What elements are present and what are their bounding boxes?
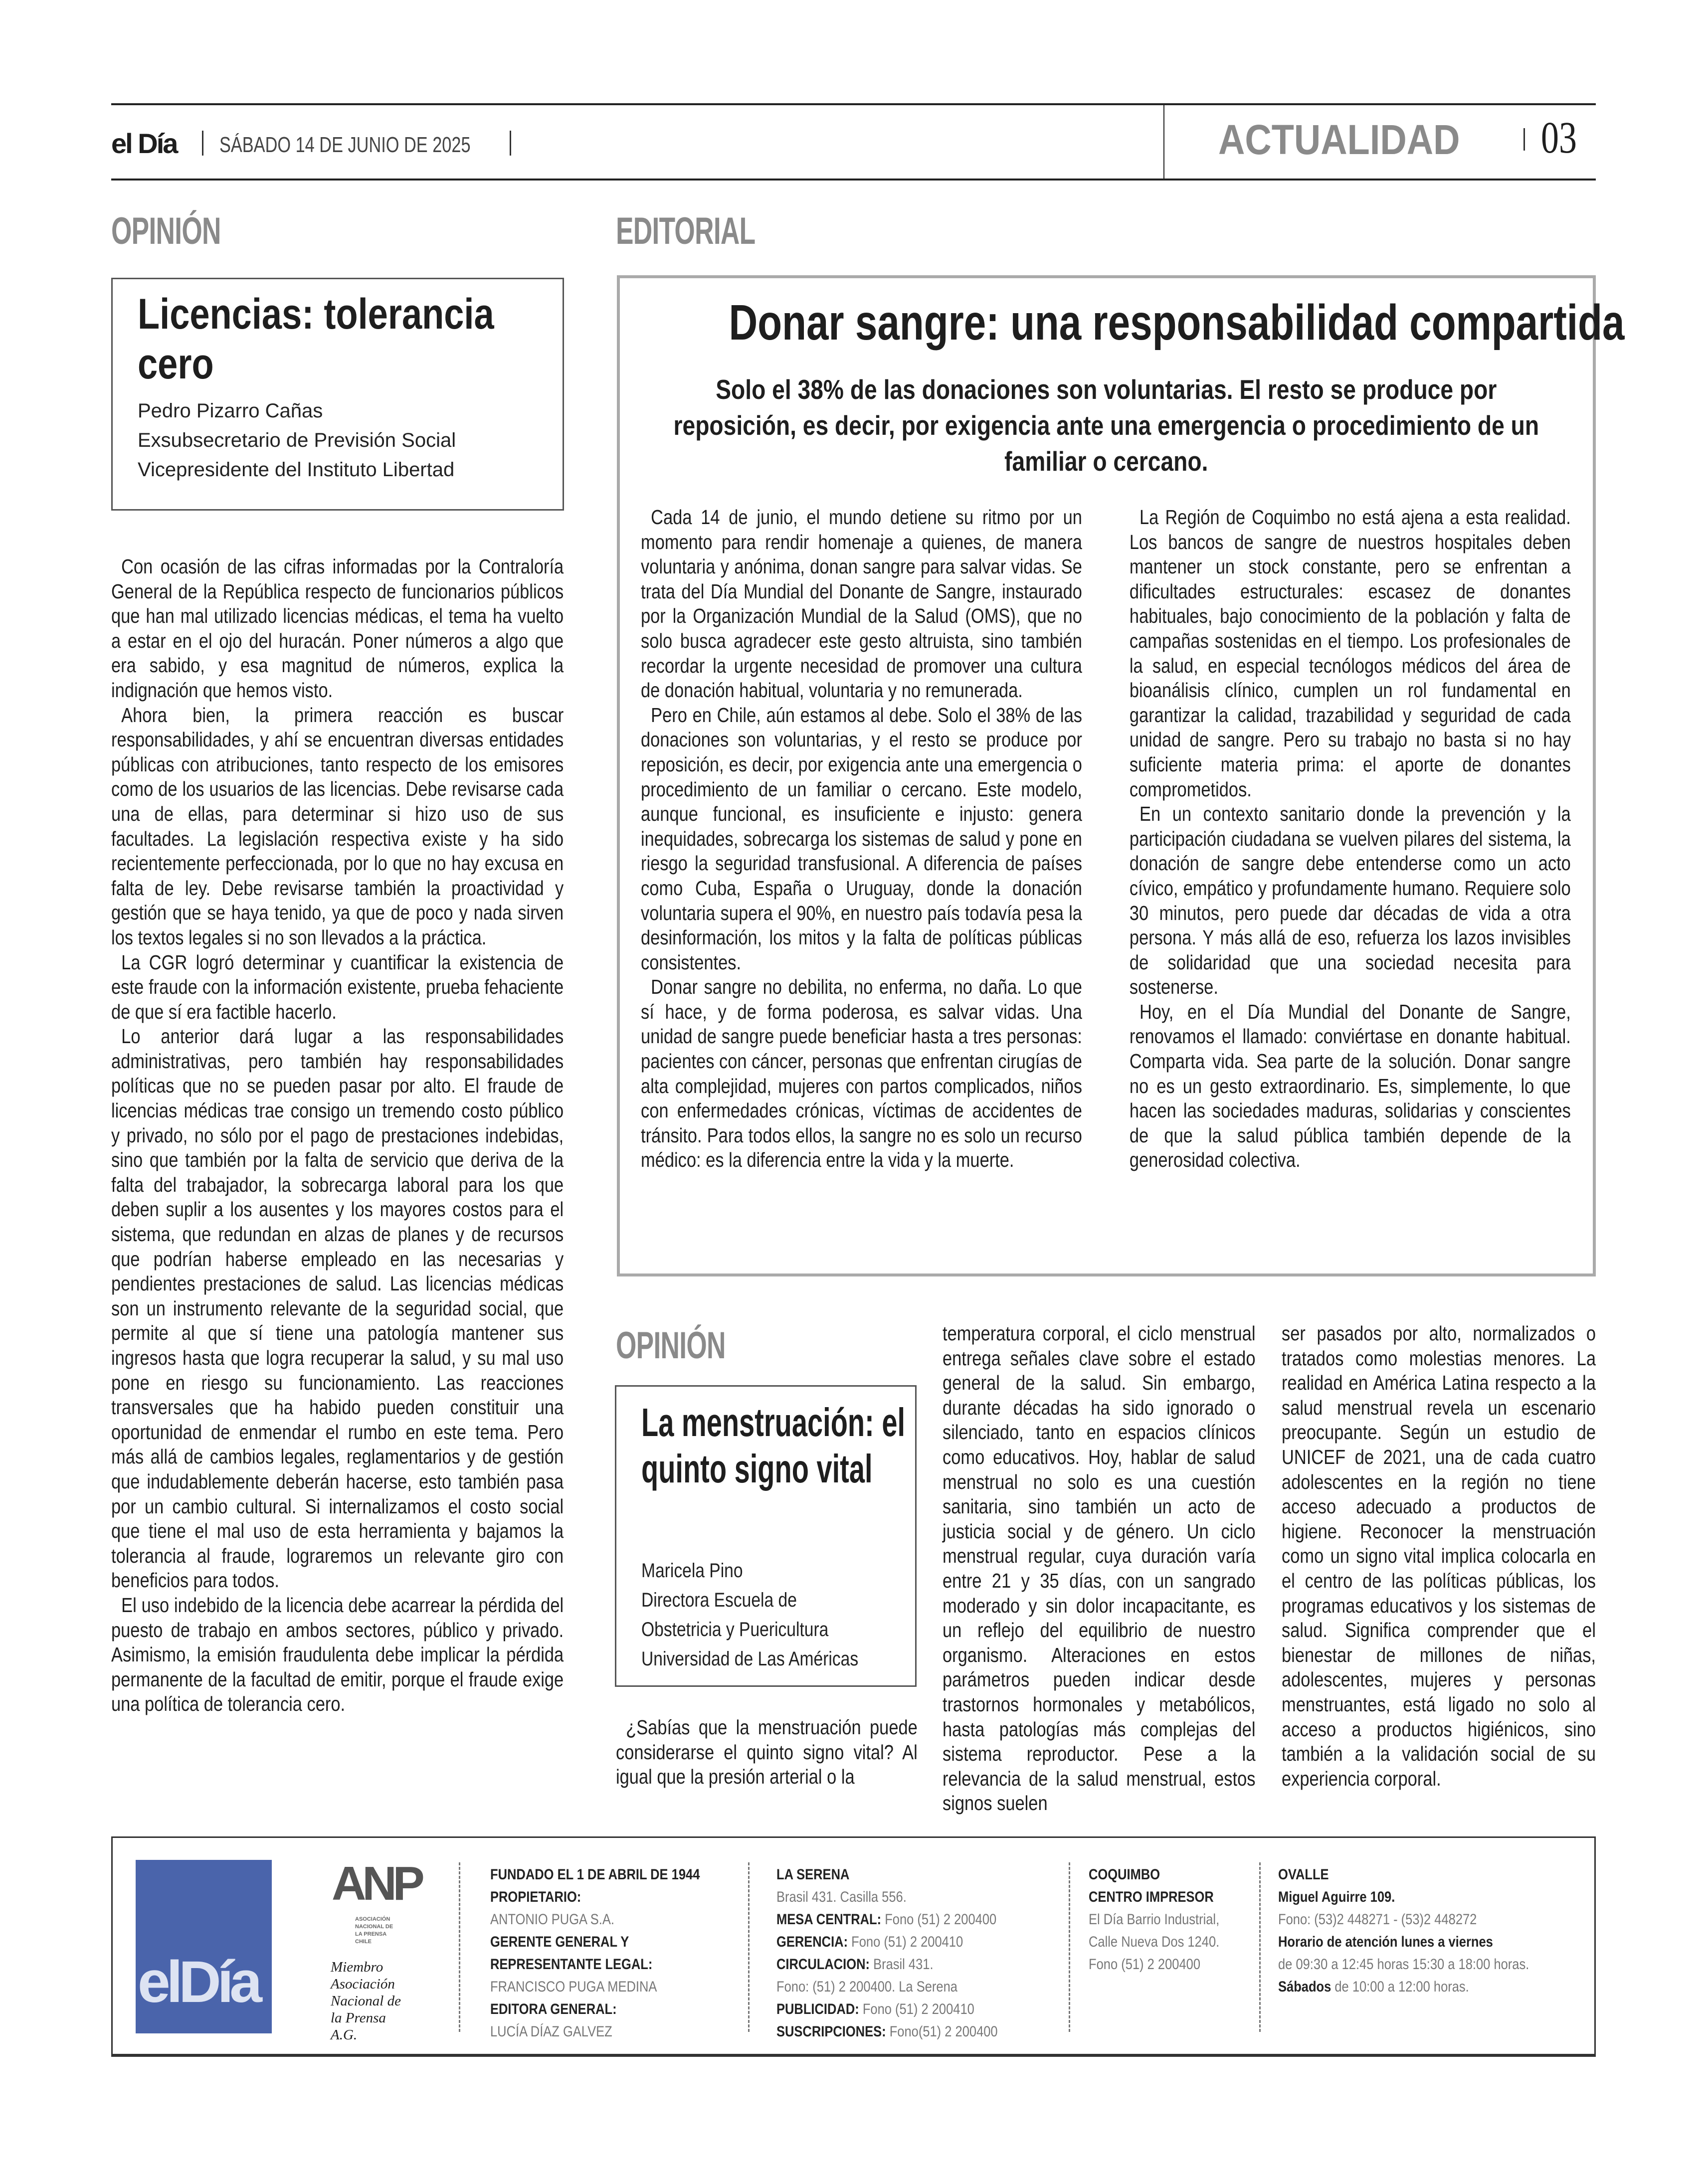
footer-value: FRANCISCO PUGA MEDINA: [490, 1979, 657, 1995]
paragraph: La Región de Coquimbo no está ajena a esta realidad. Los bancos de sangre de nuestros hospitales deben mantener un stock constante, pero se enfrentan a dificultades estructurales: escasez de donantes habituales, bajo conocimiento de la población y falta de campañas sostenidas en el tiempo. Los profesionales de la salud, en especial tecnólogos médicos del área de bioanálisis clínico, cumplen un rol fundamental en garantizar la calidad, trazabilidad y seguridad de cada unidad de sangre. Pero su trabajo no basta si no hay suficiente materia prima: el aporte de donantes comprometidos.: [1129, 506, 1571, 801]
footer-value: LUCÍA DÍAZ GALVEZ: [490, 2023, 612, 2040]
editorial-subtitle: Solo el 38% de las donaciones son voluntarias. El resto se produce por reposición, es decir, por exigencia ante una emergencia o procedimiento de un familiar o cercano.: [673, 374, 1539, 477]
paragraph: Ahora bien, la primera reacción es buscar responsabilidades, y ahí se encuentran diversas entidades públicas con atribuciones, tanto respecto de los emisores como de los usuarios de las licencias. Debe revisarse cada una de ellas, para determinar si hizo uso de sus facultades. La legislación respectiva existe y ha sido recientemente perfeccionada, por lo que no hay excusa en falta de ley. Debe revisarse también la proactividad y gestión que se haya tenido, ya que de poco y nada sirven los textos legales si no son llevados a la práctica.: [111, 703, 564, 949]
divider: [748, 1862, 750, 2032]
footer-label: REPRESENTANTE LEGAL:: [490, 1956, 653, 1973]
footer-label: FUNDADO EL 1 DE ABRIL DE 1944: [490, 1866, 700, 1883]
article-title: La menstruación: el quinto signo vital: [641, 1400, 906, 1491]
footer-line: [490, 1908, 700, 1931]
footer-value: Brasil 431. Casilla 556.: [776, 1889, 907, 1905]
author-role: Obstetricia y Puericultura: [641, 1619, 829, 1640]
footer-line: [1089, 1863, 1219, 1886]
footer-line: [1278, 1908, 1529, 1931]
footer-label: COQUIMBO: [1089, 1866, 1160, 1883]
opinion-article-body: [111, 554, 564, 1717]
footer-line: [1278, 1886, 1529, 1908]
editorial-body: [641, 505, 1571, 1173]
footer-line: [776, 1931, 998, 1953]
paragraph: Donar sangre no debilita, no enferma, no daña. Lo que sí hace, y de forma poderosa, es salvar vidas. Una unidad de sangre puede beneficiar hasta a tres personas: pacientes con cáncer, personas que enfrentan cirugías de alta complejidad, mujeres con partos complicados, niños con enfermedades crónicas, víctimas de accidentes de tránsito. Para todos ellos, la sangre no es solo un recurso médico: es la diferencia entre la vida y la muerte.: [641, 975, 1082, 1172]
footer-value: ANTONIO PUGA S.A.: [490, 1911, 614, 1928]
author-role: Universidad de Las Américas: [641, 1648, 859, 1670]
article-title: Licencias: tolerancia cero: [138, 290, 494, 388]
paragraph: Cada 14 de junio, el mundo detiene su ritmo por un momento para rendir homenaje a quienes, de manera voluntaria y anónima, donan sangre para salvar vidas. Se trata del Día Mundial del Donante de Sangre, instaurado por la Organización Mundial de la Salud (OMS), que no solo busca agradecer este gesto altruista, sino también recordar la urgente necesidad de promover una cultura de donación habitual, voluntaria y no remunerada.: [641, 506, 1082, 702]
footer-column-coquimbo: [1089, 1863, 1219, 1976]
footer-label: PROPIETARIO:: [490, 1889, 581, 1905]
footer-line: [1089, 1908, 1219, 1931]
footer-line: [776, 1863, 998, 1886]
author-role: Exsubsecretario de Previsión Social: [138, 429, 456, 451]
section-label-opinion: OPINIÓN: [616, 1324, 726, 1367]
separator: [202, 131, 203, 156]
footer-line: [1278, 1976, 1529, 1998]
author-name: Pedro Pizarro Cañas: [138, 400, 323, 422]
footer-line: [1089, 1953, 1219, 1976]
paragraph: Con ocasión de las cifras informadas por la Contraloría General de la República respecto de funcionarios públicos que han mal utilizado licencias médicas, el tema ha vuelto a estar en el ojo del huracán. Poner números a algo que era sabido, y esa magnitud de números, explica la indignación que hemos visto.: [111, 555, 564, 702]
separator: [510, 131, 511, 156]
footer-line: [1278, 1931, 1529, 1953]
footer-line: [490, 1953, 700, 1976]
footer-label: SUSCRIPCIONES:: [776, 2023, 886, 2040]
footer-value: Fono (51) 2 200400: [1089, 1956, 1201, 1973]
footer-label: GERENTE GENERAL Y: [490, 1934, 629, 1950]
footer-line: [776, 1998, 998, 2020]
footer-value: Fono(51) 2 200400: [886, 2023, 998, 2040]
footer-value: Brasil 431.: [869, 1956, 934, 1973]
page-number: 03: [1541, 113, 1577, 163]
author-role: Directora Escuela de: [641, 1589, 797, 1611]
opinion-title-box: [111, 278, 564, 511]
footer-line: [490, 1863, 700, 1886]
footer-label: PUBLICIDAD:: [776, 2001, 859, 2017]
anp-member-text: Miembro Asociación Nacional de la Prensa A.G.: [331, 1959, 401, 2043]
footer-value: Fono: (51) 2 200400. La Serena: [776, 1979, 957, 1995]
header-bottom-rule: [111, 179, 1596, 181]
footer-line: [490, 1976, 700, 1998]
footer-column-la-serena: [776, 1863, 998, 2043]
opinion2-column-3: ser pasados por alto, normalizados o tratados como molestias menores. La realidad en América Latina respecto a la salud menstrual revela un escenario preocupante. Según un estudio de UNICEF de 2021, una de cada cuatro adolescentes en la región no tiene acceso adecuado a productos de higiene. Reconocer la menstruación como un signo vital implica colocarla en el centro de las políticas públicas, los programas educativos y los sistemas de salud. Significa comprender que el bienestar de millones de niñas, adolescentes, mujeres y personas menstruantes, está ligado no solo al acceso a productos higiénicos, sino también a la validación social de su experiencia corporal.: [1282, 1322, 1596, 1790]
header-top-rule: [111, 103, 1596, 105]
footer-line: [776, 1976, 998, 1998]
footer-line: [776, 1908, 998, 1931]
issue-date: SÁBADO 14 DE JUNIO DE 2025: [219, 133, 471, 157]
footer-column-ovalle: [1278, 1863, 1529, 1998]
footer-value: Fono (51) 2 200410: [859, 2001, 974, 2017]
footer-label: Sábados: [1278, 1979, 1331, 1995]
footer-value: de 09:30 a 12:45 horas 15:30 a 18:00 horas.: [1278, 1956, 1529, 1973]
divider: [459, 1862, 460, 2032]
paragraph: Hoy, en el Día Mundial del Donante de Sangre, renovamos el llamado: conviértase en donante habitual. Comparta vida. Sea parte de la solución. Donar sangre no es un gesto extraordinario. Es, simplemente, lo que hacen las sociedades maduras, solidarias y conscientes de que la salud pública también depende de la generosidad colectiva.: [1129, 1000, 1571, 1172]
footer-column-founding: [490, 1863, 700, 2043]
paragraph: Pero en Chile, aún estamos al debe. Solo el 38% de las donaciones son voluntarias, y el resto se produce por reposición, es decir, por exigencia ante una emergencia o procedimiento de un familiar o cercano. Este modelo, aunque funcional, es insuficiente e injusto: genera inequidades, sobrecarga los sistemas de salud y pone en riesgo la seguridad transfusional. A diferencia de países como Cuba, España o Uruguay, donde la donación voluntaria supera el 90%, en nuestro país todavía pesa la desinformación, los mitos y la falta de políticas públicas consistentes.: [641, 703, 1082, 974]
footer-label: GERENCIA:: [776, 1934, 848, 1950]
footer-label: CIRCULACION:: [776, 1956, 870, 1973]
opinion2-column-1: ¿Sabías que la menstruación puede considerarse el quinto signo vital? Al igual que la presión arterial o la: [616, 1716, 918, 1789]
paragraph: Lo anterior dará lugar a las responsabilidades administrativas, pero también hay responsabilidades políticas que no se pueden pasar por alto. El fraude de licencias médicas trae consigo un tremendo costo público y privado, no sólo por el pago de prestaciones indebidas, sino que también por la falta de servicio que deriva de la falta del trabajador, la sobrecarga laboral para los que deben suplir a los ausentes y los mayores costos para el sistema, que redundan en alzas de planes y de recursos que podrían haberse empleado en las necesarias y pendientes prestaciones de salud. Las licencias médicas son un instrumento relevante de la seguridad social, que permite al que sí tiene una patología mantener sus ingresos hasta que logra recuperar la salud, y su mal uso pone en riesgo su funcionamiento. Las reacciones transversales que ha habido pueden constituir una oportunidad de enmendar el rumbo en este tema. Pero más allá de cambios legales, reglamentarios y de gestión que indudablemente deberán hacerse, esto también pasa por un cambio cultural. Si internalizamos el costo social que tiene el mal uso de esta herramienta y bajamos la tolerancia al fraude, lograremos un relevante giro con beneficios para todos.: [111, 1025, 564, 1592]
anp-logo: ANP: [332, 1857, 421, 1910]
author-info: [138, 396, 456, 485]
footer-label: Miguel Aguirre 109.: [1278, 1889, 1395, 1905]
footer-line: [1278, 1863, 1529, 1886]
footer-line: [776, 1953, 998, 1976]
footer-line: [490, 1931, 700, 1953]
opinion2-column-2: temperatura corporal, el ciclo menstrual entrega señales clave sobre el estado general de la salud. Sin embargo, durante décadas ha sido ignorado o silenciado, tanto en espacios clínicos como educativos. Hoy, hablar de salud menstrual no solo es una cuestión sanitaria, sino también un acto de justicia social y de género. Un ciclo menstrual regular, cuya duración varía entre 21 y 35 días, con un sangrado moderado y sin dolor incapacitante, es un reflejo del equilibrio de nuestro organismo. Alteraciones en estos parámetros pueden indicar desde trastornos hormonales y metabólicos, hasta patologías más complejas del sistema reproductor. Pese a la relevancia de la salud menstrual, estos signos suelen: [943, 1322, 1256, 1815]
footer-value: Fono (51) 2 200410: [848, 1934, 963, 1950]
footer-value: Calle Nueva Dos 1240.: [1089, 1934, 1220, 1950]
opinion-title-box: [615, 1385, 917, 1687]
footer-line: [776, 1886, 998, 1908]
footer-line: [1089, 1931, 1219, 1953]
footer-line: [1278, 1953, 1529, 1976]
editorial-title: Donar sangre: una responsabilidad compartida: [729, 295, 1625, 351]
footer-label: EDITORA GENERAL:: [490, 2001, 617, 2017]
section-name: ACTUALIDAD: [1218, 116, 1460, 163]
footer-value: Fono: (53)2 448271 - (53)2 448272: [1278, 1911, 1477, 1928]
footer-label: MESA CENTRAL:: [776, 1911, 882, 1928]
section-label-opinion: OPINIÓN: [111, 210, 221, 252]
footer-line: [490, 1886, 700, 1908]
footer-line: [490, 1998, 700, 2020]
footer-label: OVALLE: [1278, 1866, 1329, 1883]
author-name: Maricela Pino: [641, 1560, 743, 1582]
author-role: Vicepresidente del Instituto Libertad: [138, 459, 455, 481]
separator: [1523, 128, 1525, 151]
footer-value: Fono (51) 2 200400: [881, 1911, 997, 1928]
footer-line: [776, 2020, 998, 2043]
paragraph: En un contexto sanitario donde la prevención y la participación ciudadana se vuelven pilares del sistema, la donación de sangre debe entenderse como un acto cívico, empático y profundamente humano. Requiere solo 30 minutos, pero puede dar décadas de vida a otra persona. Y más allá de eso, refuerza los lazos invisibles de solidaridad que una sociedad necesita para sostenerse.: [1129, 802, 1571, 999]
eldia-logo: elDía: [136, 1860, 272, 2033]
section-label-editorial: EDITORIAL: [616, 210, 756, 252]
footer-value: de 10:00 a 12:00 horas.: [1331, 1979, 1469, 1995]
footer-line: [1089, 1886, 1219, 1908]
brand-logo[interactable]: el Día: [111, 128, 177, 159]
footer-label: Horario de atención lunes a viernes: [1278, 1934, 1493, 1950]
divider: [1259, 1862, 1261, 2032]
anp-subtitle: ASOCIACIÓN NACIONAL DE LA PRENSA CHILE: [355, 1916, 393, 1945]
footer-value: El Día Barrio Industrial,: [1089, 1911, 1220, 1928]
footer-label: CENTRO IMPRESOR: [1089, 1889, 1214, 1905]
paragraph: El uso indebido de la licencia debe acarrear la pérdida del puesto de trabajo en ambos sectores, público y privado. Asimismo, la emisión fraudulenta debe implicar la pérdida permanente de la facultad de emitir, porque el fraude exige una política de tolerancia cero.: [111, 1593, 564, 1716]
header-divider: [1163, 104, 1164, 180]
paragraph: La CGR logró determinar y cuantificar la existencia de este fraude con la información existente, prueba fehaciente de que sí era factible hacerlo.: [111, 950, 564, 1023]
divider: [1069, 1862, 1070, 2032]
footer-line: [490, 2020, 700, 2043]
footer-label: LA SERENA: [776, 1866, 850, 1883]
